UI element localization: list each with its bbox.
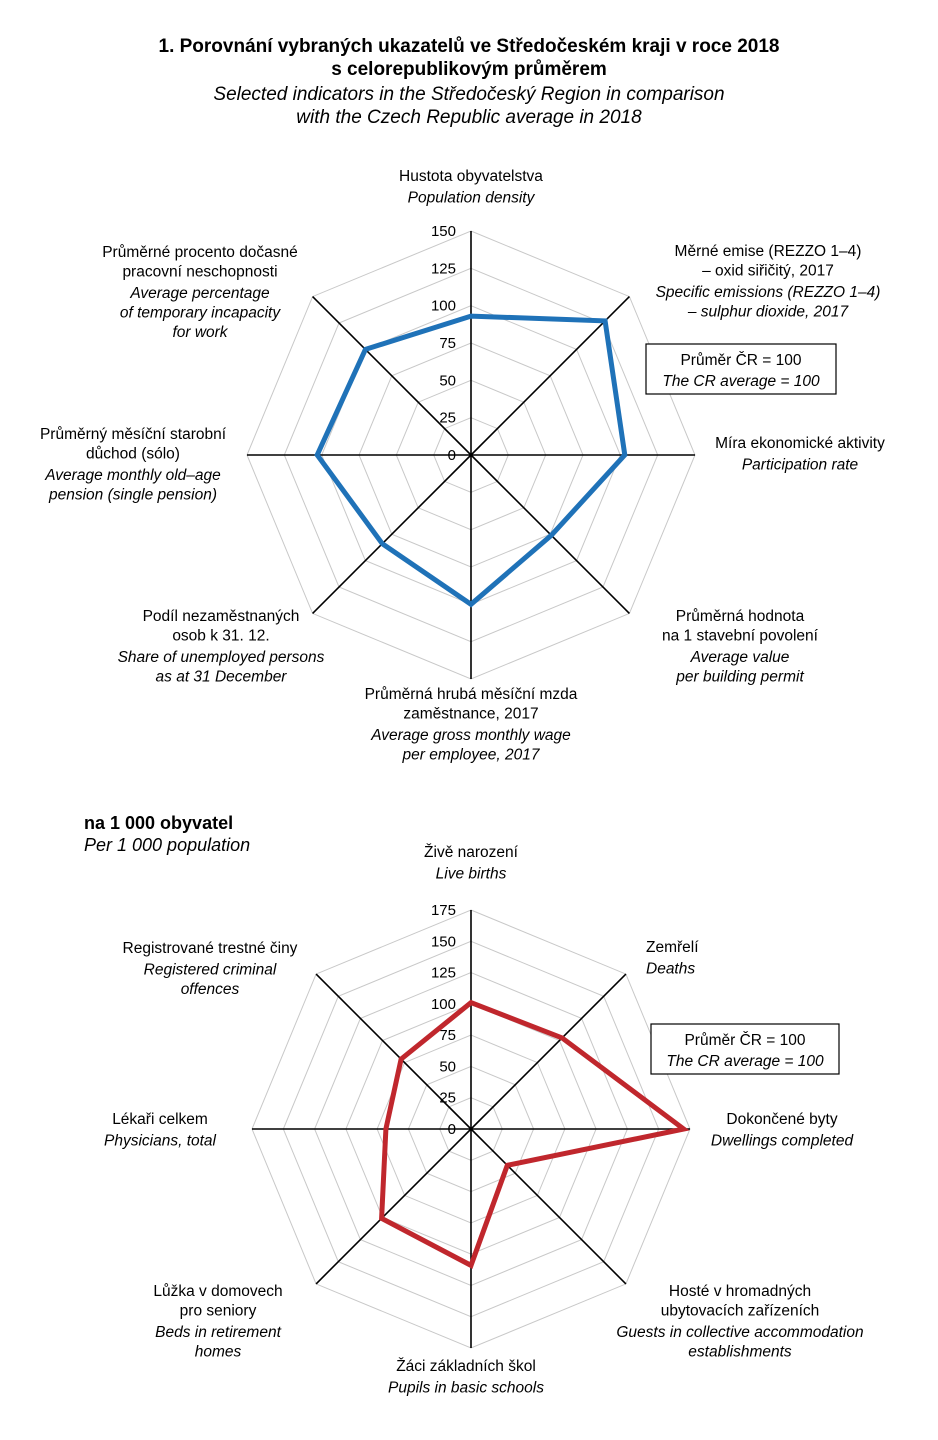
axis-label-en-0-7-1: of temporary incapacity	[119, 304, 281, 322]
axis-label-cz-1-2-0: Dokončené byty	[726, 1111, 838, 1128]
axis-label-cz-0-2-0: Míra ekonomické aktivity	[715, 435, 885, 452]
chart-title-cz-line1: 1. Porovnání vybraných ukazatelů ve Středočeském kraji v roce 2018	[158, 36, 780, 57]
axis-label-1-7	[123, 940, 298, 998]
tick-label-0-4: 100	[430, 297, 456, 315]
axis-label-cz-0-1-1: – oxid siřičitý, 2017	[702, 262, 834, 280]
legend-box-cz-0: Průměr ČR = 100	[680, 352, 802, 369]
axis-label-1-6	[104, 1111, 217, 1150]
axis-label-cz-0-5-1: osob k 31. 12.	[172, 627, 270, 645]
axis-label-cz-0-3-0: Průměrná hodnota	[675, 608, 805, 625]
tick-label-1-5: 125	[430, 964, 456, 982]
axis-label-cz-0-0-0: Hustota obyvatelstva	[399, 168, 543, 185]
axis-label-en-1-7-1: offences	[180, 981, 240, 998]
tick-label-0-3: 75	[439, 335, 456, 352]
axis-line-1-1	[471, 974, 626, 1129]
axis-label-cz-0-4-1: zaměstnance, 2017	[403, 705, 539, 723]
axis-label-cz-0-5-0: Podíl nezaměstnaných	[142, 608, 300, 625]
axis-label-en-0-5-1: as at 31 December	[155, 668, 287, 686]
tick-label-1-7: 175	[430, 902, 456, 919]
axis-label-cz-1-3-1: ubytovacích zařízeních	[660, 1302, 820, 1320]
legend-box-en-1: The CR average = 100	[666, 1053, 824, 1070]
axis-label-cz-1-1-0: Zemřelí	[646, 939, 699, 956]
tick-label-1-2: 50	[439, 1058, 456, 1076]
axis-label-en-1-7-0: Registered criminal	[143, 961, 277, 979]
axis-label-en-0-2-0: Participation rate	[741, 456, 859, 474]
axis-label-cz-0-3-1: na 1 stavební povolení	[662, 627, 818, 645]
axis-label-en-0-1-0: Specific emissions (REZZO 1–4)	[655, 284, 881, 301]
tick-label-1-1: 25	[439, 1089, 456, 1107]
axis-label-1-5	[153, 1283, 282, 1361]
tick-label-1-3: 75	[439, 1027, 456, 1045]
tick-label-0-1: 25	[439, 409, 456, 427]
series-line-1-0	[382, 1003, 684, 1266]
axis-label-cz-0-7-1: pracovní neschopnosti	[122, 263, 278, 281]
axis-label-cz-0-6-0: Průměrný měsíční starobní	[39, 426, 227, 443]
axis-label-en-0-6-1: pension (single pension)	[48, 486, 218, 504]
axis-label-1-2	[711, 1111, 855, 1150]
axis-label-cz-0-7-0: Průměrné procento dočasné	[102, 244, 298, 261]
axis-label-en-0-1-1: – sulphur dioxide, 2017	[687, 303, 849, 321]
axis-label-en-1-3-1: establishments	[688, 1343, 792, 1361]
axis-label-en-0-5-0: Share of unemployed persons	[117, 649, 325, 666]
chart-title-en-line1: Selected indicators in the Středočeský Region in comparison	[213, 84, 725, 105]
axis-label-en-0-3-0: Average value	[690, 649, 790, 666]
section-heading-cz: na 1 000 obyvatel	[84, 813, 234, 833]
axis-label-en-1-5-1: homes	[194, 1343, 242, 1361]
axis-label-cz-1-4-0: Žáci základních škol	[396, 1358, 536, 1375]
tick-label-0-0: 0	[447, 447, 456, 464]
axis-label-cz-0-1-0: Měrné emise (REZZO 1–4)	[674, 243, 862, 260]
axis-label-en-1-4-0: Pupils in basic schools	[388, 1379, 544, 1397]
axis-label-en-0-7-0: Average percentage	[130, 285, 270, 302]
tick-label-1-0: 0	[447, 1121, 456, 1138]
axis-label-1-0	[424, 844, 519, 883]
legend-box-en-0: The CR average = 100	[662, 373, 820, 390]
axis-label-cz-1-0-0: Živě narození	[424, 844, 518, 861]
axis-label-en-1-3-0: Guests in collective accommodation	[616, 1324, 864, 1341]
axis-label-cz-1-5-1: pro seniory	[179, 1302, 257, 1320]
axis-label-en-1-6-0: Physicians, total	[104, 1132, 216, 1150]
axis-label-en-0-4-1: per employee, 2017	[402, 746, 540, 764]
axis-label-en-1-5-0: Beds in retirement	[155, 1324, 281, 1341]
tick-label-1-6: 150	[430, 933, 456, 951]
tick-label-0-6: 150	[430, 223, 456, 240]
axis-label-en-1-0-0: Live births	[435, 865, 507, 883]
axis-label-cz-0-6-1: důchod (sólo)	[86, 445, 180, 463]
axis-label-1-4	[388, 1358, 544, 1397]
axis-label-en-0-0-0: Population density	[407, 189, 535, 207]
tick-label-0-5: 125	[430, 260, 456, 278]
axis-label-en-0-4-0: Average gross monthly wage	[371, 727, 571, 744]
axis-label-cz-1-5-0: Lůžka v domovech	[153, 1283, 283, 1300]
axis-label-en-1-1-0: Deaths	[646, 960, 696, 978]
axis-label-cz-1-3-0: Hosté v hromadných	[668, 1283, 812, 1300]
tick-label-1-4: 100	[430, 995, 456, 1013]
axis-label-1-3	[616, 1283, 863, 1361]
axis-label-en-0-3-1: per building permit	[676, 668, 804, 686]
axis-label-cz-1-6-0: Lékaři celkem	[112, 1111, 208, 1128]
axis-line-1-5	[316, 1129, 471, 1284]
axis-label-1-1	[646, 939, 699, 978]
chart-title-cz-line2: s celorepublikovým průměrem	[331, 59, 607, 80]
chart-title-en-line2: with the Czech Republic average in 2018	[296, 107, 642, 128]
tick-label-0-2: 50	[439, 372, 456, 390]
axis-label-en-1-2-0: Dwellings completed	[710, 1132, 854, 1150]
axis-label-en-0-6-0: Average monthly old–age	[45, 467, 221, 484]
legend-box-cz-1: Průměr ČR = 100	[684, 1032, 806, 1049]
section-heading-en: Per 1 000 population	[84, 835, 251, 855]
axis-label-cz-1-7-0: Registrované trestné činy	[122, 940, 298, 957]
axis-label-en-0-7-2: for work	[172, 324, 228, 341]
axis-label-cz-0-4-0: Průměrná hrubá měsíční mzda	[364, 686, 578, 703]
